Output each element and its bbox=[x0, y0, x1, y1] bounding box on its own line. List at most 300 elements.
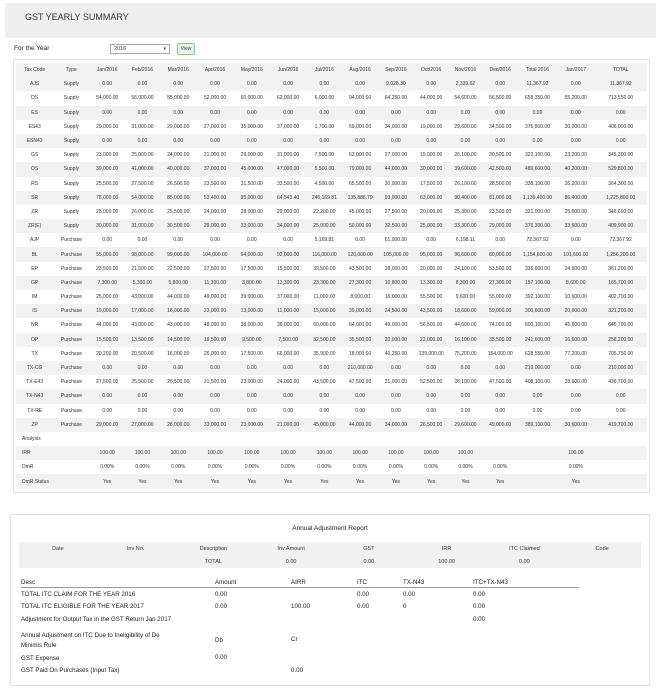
line-txn43: 0.00 bbox=[403, 591, 416, 598]
tax-code-cell: AJS bbox=[16, 77, 53, 91]
value-cell: 33,300.00 bbox=[448, 219, 482, 233]
table-row bbox=[16, 91, 647, 105]
value-cell: 0.00 bbox=[90, 389, 125, 403]
value-cell: 21,000.00 bbox=[270, 418, 306, 432]
empty-cell bbox=[448, 432, 482, 446]
value-cell: 0.00 bbox=[306, 134, 342, 148]
value-cell: 15,500.00 bbox=[90, 333, 125, 347]
summary-panel bbox=[13, 59, 650, 493]
value-cell: 0.00 bbox=[570, 237, 581, 244]
value-cell: 16,100.00 bbox=[448, 333, 482, 347]
metric-value: 0.00% bbox=[424, 464, 439, 471]
value-cell: 50,000.00 bbox=[343, 219, 378, 233]
column-header: Oct/2016 bbox=[414, 63, 448, 77]
year-select[interactable] bbox=[110, 44, 170, 54]
value-cell: 210,000.00 bbox=[594, 361, 647, 375]
value-cell: 246,169.81 bbox=[306, 191, 342, 205]
type-cell: Purchase bbox=[53, 276, 89, 290]
metric-value: 100.00 bbox=[448, 446, 482, 460]
value-cell: 25,000.00 bbox=[306, 219, 342, 233]
value-cell: 40,250.00 bbox=[384, 350, 408, 357]
value-cell: 44,000.00 bbox=[167, 294, 190, 301]
value-cell: 409,900.00 bbox=[594, 219, 647, 233]
tax-code-cell: TX-E43 bbox=[26, 379, 44, 386]
value-cell: 3,800.00 bbox=[234, 276, 270, 290]
value-cell: 11,000.00 bbox=[313, 294, 336, 301]
metric-value: Yes bbox=[414, 474, 448, 488]
metric-value: 0.00% bbox=[171, 464, 186, 471]
value-cell: 54,600.00 bbox=[454, 95, 477, 102]
value-cell: 45,000.00 bbox=[234, 162, 270, 176]
tax-code-cell: IM bbox=[31, 294, 38, 301]
metric-value: Yes bbox=[306, 474, 342, 488]
empty-cell bbox=[343, 432, 378, 446]
tax-code-cell: ZR bbox=[31, 208, 38, 215]
value-cell: 30,500.00 bbox=[489, 152, 512, 159]
value-cell: 20,000.00 bbox=[420, 265, 443, 272]
value-cell: 0.00 bbox=[615, 407, 626, 414]
value-cell: 31,500.00 bbox=[240, 180, 263, 187]
value-cell: 361,200.00 bbox=[608, 265, 634, 272]
value-cell: 15,000.00 bbox=[420, 152, 443, 159]
metric-value bbox=[518, 460, 557, 474]
tax-code-cell: NR bbox=[31, 322, 39, 329]
value-cell: 29,600.00 bbox=[448, 418, 482, 432]
value-cell: 0.00 bbox=[570, 407, 581, 414]
value-cell: 154,000.00 bbox=[487, 350, 513, 357]
value-cell: 26,500.00 bbox=[167, 180, 190, 187]
value-cell: 0.00 bbox=[196, 77, 233, 91]
value-cell: 43,000.00 bbox=[131, 322, 154, 329]
value-cell: 0.00 bbox=[306, 389, 342, 403]
value-cell: 33,000.00 bbox=[234, 219, 270, 233]
table-row bbox=[16, 134, 647, 148]
type-cell: Purchase bbox=[53, 304, 89, 318]
value-cell: 49,000.00 bbox=[384, 322, 408, 329]
line-itc-txn43: 0.00 bbox=[473, 603, 486, 610]
value-cell: 6,198.11 bbox=[455, 237, 475, 244]
metric-value: 100.00 bbox=[234, 446, 270, 460]
value-cell: 22,000.00 bbox=[414, 333, 448, 347]
table-row bbox=[16, 375, 647, 389]
value-cell: 25,500.00 bbox=[131, 379, 154, 386]
value-cell: 56,500.00 bbox=[420, 322, 443, 329]
empty-cell bbox=[53, 432, 89, 446]
value-cell: 40,000.00 bbox=[160, 162, 196, 176]
type-cell: Purchase bbox=[60, 322, 82, 329]
value-cell: 0.00 bbox=[414, 389, 448, 403]
metric-value: 100.00 bbox=[160, 446, 196, 460]
value-cell: 14,500.00 bbox=[160, 333, 196, 347]
value-cell: 346,600.00 bbox=[608, 208, 634, 215]
value-cell: 26,000.00 bbox=[203, 350, 227, 357]
line-airr: 0.00 bbox=[291, 667, 304, 674]
value-cell: 0.00 bbox=[306, 106, 342, 120]
adjustment-total-cell: 0.00 bbox=[252, 555, 330, 568]
value-cell: 11,367.92 bbox=[594, 77, 647, 91]
column-header: Nov/2016 bbox=[448, 63, 482, 77]
tax-code-cell: EP bbox=[31, 265, 38, 272]
metric-value: 100.00 bbox=[270, 446, 306, 460]
type-cell: Purchase bbox=[60, 265, 82, 272]
adjustment-total-cell: 0.00 bbox=[330, 555, 408, 568]
value-cell: 0.00 bbox=[426, 407, 437, 414]
metric-value bbox=[483, 446, 518, 460]
value-cell: 408,100.00 bbox=[524, 379, 550, 386]
analysis-row bbox=[16, 432, 647, 446]
value-cell: 37,000.00 bbox=[276, 294, 300, 301]
value-cell: 0.00 bbox=[102, 237, 113, 244]
value-cell: 0.00 bbox=[160, 361, 196, 375]
value-cell: 210,000.00 bbox=[343, 361, 378, 375]
column-header: Dec/2016 bbox=[483, 63, 518, 77]
value-cell: 30,200.00 bbox=[564, 123, 587, 130]
value-cell: 0.00 bbox=[270, 106, 306, 120]
metric-value: Yes bbox=[448, 474, 482, 488]
value-cell: 95,000.00 bbox=[414, 247, 448, 261]
year-filter-label: For the Year bbox=[14, 45, 50, 52]
metric-value bbox=[518, 446, 557, 460]
year-select-value: 2016 bbox=[114, 46, 127, 52]
value-cell: 61,000.00 bbox=[384, 237, 408, 244]
adjustment-column-header: GST bbox=[330, 542, 408, 555]
metric-value bbox=[53, 446, 89, 460]
value-cell: 34,000.00 bbox=[378, 418, 414, 432]
value-cell: 0.00 bbox=[90, 106, 125, 120]
value-cell: 28,000.00 bbox=[384, 265, 408, 272]
table-row bbox=[16, 418, 647, 432]
value-cell: 8,600.00 bbox=[557, 276, 594, 290]
value-cell: 30,500.00 bbox=[160, 219, 196, 233]
table-row bbox=[16, 404, 647, 418]
table-row bbox=[16, 304, 647, 318]
adjustment-column-header: Inv Amount bbox=[252, 542, 330, 555]
value-cell: 15,000.00 bbox=[306, 304, 342, 318]
value-cell: 0.00 bbox=[557, 134, 594, 148]
value-cell: 26,500.00 bbox=[167, 379, 190, 386]
column-header: Jan/2017 bbox=[557, 63, 594, 77]
value-cell: 30,600.00 bbox=[557, 418, 594, 432]
value-cell: 29,000.00 bbox=[90, 418, 125, 432]
metric-value: Yes bbox=[483, 474, 518, 488]
table-row bbox=[16, 148, 647, 162]
value-cell: 135,886.79 bbox=[343, 191, 378, 205]
value-cell: 4,500.00 bbox=[314, 180, 335, 187]
metric-value: 0.00% bbox=[353, 464, 368, 471]
value-cell: 31,000.00 bbox=[125, 219, 160, 233]
metric-value bbox=[594, 446, 647, 460]
value-cell: 16,000.00 bbox=[384, 294, 408, 301]
value-cell: 20,200.00 bbox=[96, 350, 119, 357]
value-cell: 29,000.00 bbox=[276, 208, 300, 215]
empty-cell bbox=[306, 432, 342, 446]
type-cell: Purchase bbox=[60, 294, 82, 301]
table-row bbox=[16, 318, 647, 332]
line-itc-txn43: 0.00 bbox=[473, 616, 486, 623]
value-cell: 7,500.00 bbox=[314, 152, 335, 159]
value-cell: 56,500.00 bbox=[489, 95, 512, 102]
value-cell: 0.00 bbox=[483, 106, 518, 120]
value-cell: 26,500.00 bbox=[414, 418, 448, 432]
value-cell: 13,300.00 bbox=[414, 276, 448, 290]
table-row bbox=[16, 276, 647, 290]
value-cell: 85,000.00 bbox=[160, 191, 196, 205]
value-cell: 375,800.00 bbox=[524, 123, 550, 130]
value-cell: 55,000.00 bbox=[489, 294, 512, 301]
type-cell: Supply bbox=[53, 219, 89, 233]
value-cell: 25,000.00 bbox=[131, 152, 154, 159]
value-cell: 210,000.00 bbox=[518, 361, 557, 375]
value-cell: 45,000.00 bbox=[306, 418, 342, 432]
value-cell: 300,600.00 bbox=[518, 304, 557, 318]
value-cell: 105,000.00 bbox=[378, 247, 414, 261]
value-cell: 20,500.00 bbox=[131, 350, 154, 357]
metric-value: 0.00% bbox=[135, 464, 150, 471]
value-cell: 104,000.00 bbox=[196, 247, 233, 261]
value-cell: 24,000.00 bbox=[276, 379, 300, 386]
value-cell: 27,300.00 bbox=[343, 276, 378, 290]
tax-code-cell: ES43 bbox=[28, 123, 41, 130]
value-cell: 43,500.00 bbox=[414, 304, 448, 318]
value-cell: 41,000.00 bbox=[125, 162, 160, 176]
value-cell: 628,550.00 bbox=[524, 350, 550, 357]
value-cell: 55,000.00 bbox=[90, 247, 125, 261]
value-cell: 65,500.00 bbox=[349, 180, 372, 187]
value-cell: 26,200.00 bbox=[564, 180, 587, 187]
line-airr: 100.00 bbox=[291, 603, 310, 610]
type-cell: Purchase bbox=[60, 407, 82, 414]
page-title: GST YEARLY SUMMARY bbox=[25, 12, 129, 22]
value-cell: 29,000.00 bbox=[240, 152, 263, 159]
value-cell: 0.00 bbox=[355, 237, 365, 244]
value-cell: 92,000.00 bbox=[270, 247, 306, 261]
value-cell: 55,000.00 bbox=[167, 95, 190, 102]
value-cell: 44,000.00 bbox=[96, 322, 119, 329]
type-cell: Purchase bbox=[60, 379, 82, 386]
type-cell: Purchase bbox=[53, 361, 89, 375]
table-row bbox=[16, 262, 647, 276]
type-cell: Supply bbox=[53, 162, 89, 176]
value-cell: 19,500.00 bbox=[196, 333, 233, 347]
metric-value bbox=[518, 474, 557, 488]
value-cell: 338,100.00 bbox=[524, 180, 550, 187]
adjustment-table bbox=[19, 542, 641, 568]
value-cell: 11,000.00 bbox=[270, 304, 306, 318]
value-cell: 0.00 bbox=[196, 106, 233, 120]
value-cell: 0.00 bbox=[495, 237, 506, 244]
desc-header: Desc bbox=[21, 579, 36, 586]
value-cell: 406,000.00 bbox=[608, 123, 634, 130]
type-cell: Purchase bbox=[53, 247, 89, 261]
airr-header: AIRR bbox=[291, 579, 306, 586]
value-cell: 39,000.00 bbox=[343, 304, 378, 318]
value-cell: 9,600.00 bbox=[455, 294, 476, 301]
metric-value: 100.00 bbox=[196, 446, 233, 460]
value-cell: 116,000.00 bbox=[306, 247, 342, 261]
type-cell: Purchase bbox=[53, 389, 89, 403]
value-cell: 47,500.00 bbox=[349, 379, 372, 386]
value-cell: 44,600.00 bbox=[454, 322, 477, 329]
value-cell: 0.00 bbox=[196, 134, 233, 148]
summary-table bbox=[16, 63, 647, 489]
value-cell: 0.00 bbox=[173, 237, 184, 244]
adjustment-column-header: Inv No. bbox=[97, 542, 175, 555]
value-cell: 98,000.00 bbox=[125, 247, 160, 261]
table-row bbox=[16, 247, 647, 261]
value-cell: 2,339.62 bbox=[448, 77, 482, 91]
value-cell: 0.00 bbox=[125, 106, 160, 120]
value-cell: 321,200.00 bbox=[594, 304, 647, 318]
value-cell: 23,300.00 bbox=[306, 276, 342, 290]
empty-cell bbox=[594, 432, 647, 446]
table-row bbox=[16, 233, 647, 247]
value-cell: 74,000.00 bbox=[489, 322, 512, 329]
view-button[interactable]: View bbox=[177, 43, 195, 55]
value-cell: 62,000.00 bbox=[276, 95, 300, 102]
value-cell: 0.00 bbox=[557, 77, 594, 91]
value-cell: 1,700.00 bbox=[314, 123, 335, 130]
value-cell: 258,200.00 bbox=[594, 333, 647, 347]
value-cell: 23,000.00 bbox=[240, 379, 263, 386]
value-cell: 27,300.00 bbox=[483, 276, 518, 290]
analysis-metric-row bbox=[16, 446, 647, 460]
empty-cell bbox=[414, 432, 448, 446]
empty-cell bbox=[378, 432, 414, 446]
value-cell: 0.00 bbox=[210, 237, 220, 244]
value-cell: 0.00 bbox=[246, 407, 257, 414]
tax-code-cell: TX-CG bbox=[16, 361, 53, 375]
empty-cell bbox=[557, 432, 594, 446]
tax-code-cell: TX-RE bbox=[27, 407, 43, 414]
value-cell: 27,000.00 bbox=[203, 123, 227, 130]
value-cell: 54,000.00 bbox=[125, 191, 160, 205]
table-row bbox=[16, 290, 647, 304]
value-cell: 24,000.00 bbox=[203, 208, 227, 215]
value-cell: 43,000.00 bbox=[131, 294, 154, 301]
column-header: Tax Code bbox=[16, 63, 53, 77]
empty-cell bbox=[518, 432, 557, 446]
tax-code-cell: BL bbox=[16, 247, 53, 261]
tax-code-cell: ES bbox=[16, 106, 53, 120]
value-cell: 94,000.00 bbox=[234, 247, 270, 261]
value-cell: 392,100.00 bbox=[524, 294, 550, 301]
value-cell: 39,000.00 bbox=[240, 294, 263, 301]
value-cell: 0.00 bbox=[283, 237, 293, 244]
value-cell: 0.00 bbox=[125, 77, 160, 91]
value-cell: 0.00 bbox=[378, 106, 414, 120]
value-cell: 0.00 bbox=[90, 361, 125, 375]
value-cell: 48,000.00 bbox=[203, 322, 227, 329]
empty-cell bbox=[160, 432, 196, 446]
tax-code-cell: IS bbox=[16, 304, 53, 318]
value-cell: 47,000.00 bbox=[270, 162, 306, 176]
value-cell: 5,800.00 bbox=[160, 276, 196, 290]
value-cell: 0.00 bbox=[306, 361, 342, 375]
value-cell: 0.00 bbox=[391, 407, 401, 414]
adjustment-column-header: ITC Claimed bbox=[486, 542, 564, 555]
value-cell: 66,000.00 bbox=[276, 350, 300, 357]
line-desc-continued: Minimis Rule bbox=[21, 642, 57, 649]
value-cell: 23,200.00 bbox=[564, 152, 587, 159]
value-cell: 19,000.00 bbox=[90, 304, 125, 318]
value-cell: 20,600.00 bbox=[557, 304, 594, 318]
value-cell: 25,500.00 bbox=[96, 180, 119, 187]
value-cell: 42,500.00 bbox=[483, 162, 518, 176]
value-cell: 0.00 bbox=[196, 389, 233, 403]
value-cell: 5,500.00 bbox=[306, 162, 342, 176]
value-cell: 0.00 bbox=[306, 77, 342, 91]
value-cell: 18,000.00 bbox=[349, 350, 372, 357]
value-cell: 27,500.00 bbox=[96, 379, 119, 386]
value-cell: 8,300.00 bbox=[448, 276, 482, 290]
analysis-label: Analysis bbox=[22, 435, 41, 442]
tax-code-cell: DS bbox=[31, 95, 39, 102]
value-cell: 27,000.00 bbox=[125, 418, 160, 432]
value-cell: 0.00 bbox=[160, 106, 196, 120]
metric-value: Yes bbox=[378, 474, 414, 488]
value-cell: 0.00 bbox=[378, 134, 414, 148]
value-cell: 0.00 bbox=[483, 134, 518, 148]
value-cell: 39,000.00 bbox=[90, 162, 125, 176]
value-cell: 37,000.00 bbox=[196, 162, 233, 176]
value-cell: 0.00 bbox=[270, 77, 306, 91]
value-cell: 6,000.00 bbox=[314, 95, 335, 102]
value-cell: 39,600.00 bbox=[448, 162, 482, 176]
value-cell: 376,300.00 bbox=[518, 219, 557, 233]
value-cell: 0.00 bbox=[173, 407, 184, 414]
adjustment-total-row bbox=[19, 555, 641, 568]
value-cell: 52,500.00 bbox=[420, 379, 443, 386]
tax-code-cell: SR bbox=[16, 191, 53, 205]
value-cell: 9,500.00 bbox=[234, 333, 270, 347]
value-cell: 0.00 bbox=[483, 361, 518, 375]
value-cell: 25,000.00 bbox=[414, 219, 448, 233]
value-cell: 86,400.00 bbox=[557, 191, 594, 205]
value-cell: 0.00 bbox=[483, 389, 518, 403]
value-cell: 25,300.00 bbox=[454, 208, 477, 215]
value-cell: 29,600.00 bbox=[454, 123, 477, 130]
value-cell: 47,500.00 bbox=[489, 379, 512, 386]
value-cell: 0.00 bbox=[594, 134, 647, 148]
value-cell: 7,500.00 bbox=[270, 333, 306, 347]
line-desc: TOTAL ITC ELIGIBLE FOR THE YEAR 2017 bbox=[21, 603, 144, 610]
value-cell: 0.00 bbox=[483, 77, 518, 91]
value-cell: 35,500.00 bbox=[343, 333, 378, 347]
column-header: Jul/2016 bbox=[306, 63, 342, 77]
value-cell: 0.00 bbox=[557, 106, 594, 120]
metric-value: Yes bbox=[196, 474, 233, 488]
value-cell: 31,500.00 bbox=[203, 379, 227, 386]
table-header-row bbox=[16, 63, 647, 77]
value-cell: 59,000.00 bbox=[483, 304, 518, 318]
empty-cell bbox=[196, 432, 233, 446]
tax-code-cell: GS bbox=[31, 152, 39, 159]
value-cell: 28,000.00 bbox=[240, 208, 263, 215]
analysis-metric-row bbox=[16, 460, 647, 474]
value-cell: 10,800.00 bbox=[378, 276, 414, 290]
empty-cell bbox=[483, 432, 518, 446]
adjustment-header-row bbox=[19, 542, 641, 555]
tax-code-cell: OS bbox=[16, 162, 53, 176]
value-cell: 0.00 bbox=[160, 134, 196, 148]
type-cell: Supply bbox=[63, 208, 80, 215]
value-cell: 705,750.00 bbox=[608, 350, 634, 357]
value-cell: 30,000.00 bbox=[90, 219, 125, 233]
adjustment-total-cell: 100.00 bbox=[408, 555, 486, 568]
column-header: TOTAL bbox=[594, 63, 647, 77]
value-cell: 28,500.00 bbox=[489, 180, 512, 187]
metric-value: 0.00% bbox=[458, 464, 473, 471]
